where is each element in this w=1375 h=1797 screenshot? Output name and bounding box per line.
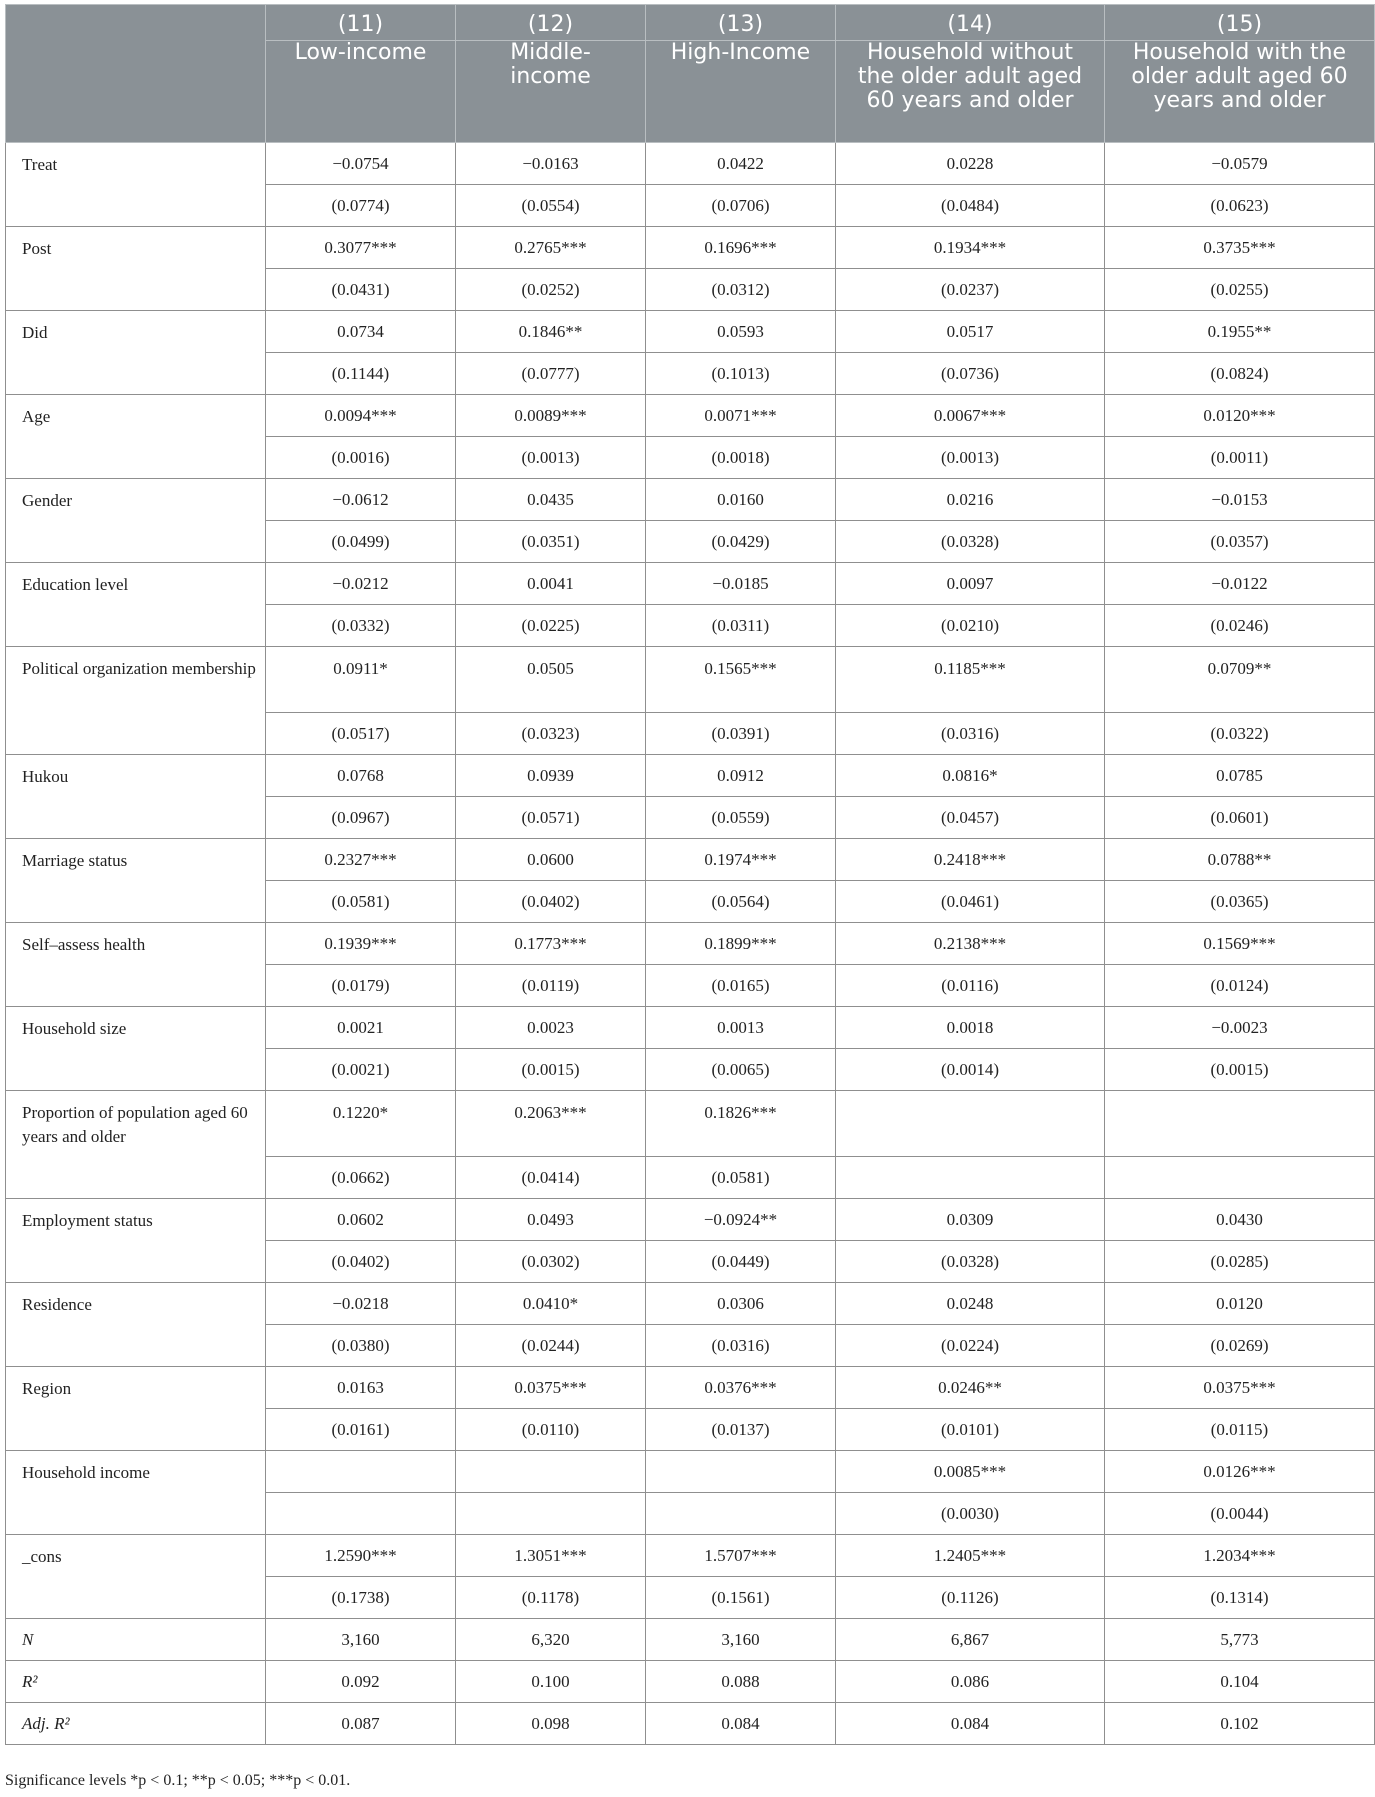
standard-error-cell: (0.0110)	[456, 1409, 646, 1451]
coefficient-cell: 0.0430	[1105, 1199, 1375, 1241]
table-row	[6, 1199, 1375, 1241]
coefficient-cell: 0.2063***	[456, 1091, 646, 1157]
standard-error-cell: (0.1314)	[1105, 1577, 1375, 1619]
variable-name: Gender	[6, 479, 266, 563]
standard-error-cell: (0.0210)	[836, 605, 1105, 647]
coefficient-cell: 0.0912	[646, 755, 836, 797]
standard-error-cell: (0.0332)	[266, 605, 456, 647]
coefficient-cell: 0.1826***	[646, 1091, 836, 1157]
column-number: (13)	[646, 5, 836, 41]
column-number: (15)	[1105, 5, 1375, 41]
coefficient-cell: 0.0041	[456, 563, 646, 605]
standard-error-cell: (0.0736)	[836, 353, 1105, 395]
coefficient-cell: 0.1773***	[456, 923, 646, 965]
coefficient-cell: 0.0097	[836, 563, 1105, 605]
column-label: High-Income	[646, 41, 836, 143]
standard-error-cell: (0.0252)	[456, 269, 646, 311]
standard-error-cell: (0.0224)	[836, 1325, 1105, 1367]
coefficient-cell: 0.0089***	[456, 395, 646, 437]
table-body	[6, 143, 1375, 1745]
coefficient-cell: 0.0094***	[266, 395, 456, 437]
standard-error-cell: (0.0564)	[646, 881, 836, 923]
coefficient-cell: −0.0122	[1105, 563, 1375, 605]
standard-error-cell: (0.0391)	[646, 713, 836, 755]
standard-error-cell: (0.0119)	[456, 965, 646, 1007]
standard-error-cell: (0.1144)	[266, 353, 456, 395]
table-row	[6, 479, 1375, 521]
table-row	[6, 1091, 1375, 1157]
standard-error-cell: (0.0013)	[456, 437, 646, 479]
coefficient-cell: 0.0422	[646, 143, 836, 185]
coefficient-cell: 0.0602	[266, 1199, 456, 1241]
coefficient-cell: −0.0153	[1105, 479, 1375, 521]
standard-error-cell: (0.0011)	[1105, 437, 1375, 479]
coefficient-cell: 0.1565***	[646, 647, 836, 713]
coefficient-cell: −0.0579	[1105, 143, 1375, 185]
standard-error-cell: (0.0285)	[1105, 1241, 1375, 1283]
standard-error-cell: (0.0237)	[836, 269, 1105, 311]
stat-value: 0.088	[646, 1661, 836, 1703]
stat-value: 5,773	[1105, 1619, 1375, 1661]
standard-error-cell: (0.0179)	[266, 965, 456, 1007]
coefficient-cell: 0.0163	[266, 1367, 456, 1409]
standard-error-cell: (0.1561)	[646, 1577, 836, 1619]
standard-error-cell: (0.0601)	[1105, 797, 1375, 839]
coefficient-cell: 0.0126***	[1105, 1451, 1375, 1493]
standard-error-cell	[266, 1493, 456, 1535]
standard-error-cell: (0.0115)	[1105, 1409, 1375, 1451]
standard-error-cell	[646, 1493, 836, 1535]
standard-error-cell: (0.0014)	[836, 1049, 1105, 1091]
coefficient-cell: 0.1934***	[836, 227, 1105, 269]
standard-error-cell: (0.0380)	[266, 1325, 456, 1367]
coefficient-cell: 0.1696***	[646, 227, 836, 269]
standard-error-cell: (0.0323)	[456, 713, 646, 755]
coefficient-cell: 0.2327***	[266, 839, 456, 881]
coefficient-cell: 0.0018	[836, 1007, 1105, 1049]
table-row	[6, 563, 1375, 605]
coefficient-cell: 0.0593	[646, 311, 836, 353]
coefficient-cell: 0.0785	[1105, 755, 1375, 797]
variable-name: Marriage status	[6, 839, 266, 923]
coefficient-cell: 0.0120***	[1105, 395, 1375, 437]
standard-error-cell: (0.0457)	[836, 797, 1105, 839]
table-row	[6, 647, 1375, 713]
coefficient-cell: 0.2138***	[836, 923, 1105, 965]
standard-error-cell	[836, 1157, 1105, 1199]
variable-name: Region	[6, 1367, 266, 1451]
standard-error-cell: (0.0499)	[266, 521, 456, 563]
coefficient-cell: 0.0248	[836, 1283, 1105, 1325]
standard-error-cell	[456, 1493, 646, 1535]
coefficient-cell: 0.0071***	[646, 395, 836, 437]
standard-error-cell: (0.0414)	[456, 1157, 646, 1199]
variable-name: Did	[6, 311, 266, 395]
coefficient-cell: 1.2034***	[1105, 1535, 1375, 1577]
coefficient-cell: 0.0067***	[836, 395, 1105, 437]
coefficient-cell: 0.0375***	[1105, 1367, 1375, 1409]
standard-error-cell: (0.1013)	[646, 353, 836, 395]
coefficient-cell: −0.0218	[266, 1283, 456, 1325]
standard-error-cell: (0.0030)	[836, 1493, 1105, 1535]
standard-error-cell: (0.0461)	[836, 881, 1105, 923]
stat-value: 0.098	[456, 1703, 646, 1745]
significance-note: Significance levels *p < 0.1; **p < 0.05; ***p < 0.01.	[5, 1772, 351, 1789]
stat-value: 3,160	[646, 1619, 836, 1661]
table-row	[6, 1007, 1375, 1049]
coefficient-cell: 0.0816*	[836, 755, 1105, 797]
stat-row	[6, 1619, 1375, 1661]
stat-name: Adj. R²	[6, 1703, 266, 1745]
coefficient-cell: −0.0212	[266, 563, 456, 605]
coefficient-cell: 0.1899***	[646, 923, 836, 965]
variable-name: Age	[6, 395, 266, 479]
coefficient-cell: 0.0376***	[646, 1367, 836, 1409]
column-number: (14)	[836, 5, 1105, 41]
coefficient-cell: −0.0754	[266, 143, 456, 185]
standard-error-cell: (0.0777)	[456, 353, 646, 395]
coefficient-cell: 0.1939***	[266, 923, 456, 965]
stat-value: 3,160	[266, 1619, 456, 1661]
stat-value: 0.087	[266, 1703, 456, 1745]
variable-name: Self–assess health	[6, 923, 266, 1007]
coefficient-cell: 0.0023	[456, 1007, 646, 1049]
coefficient-cell	[456, 1451, 646, 1493]
standard-error-cell: (0.0316)	[646, 1325, 836, 1367]
standard-error-cell: (0.0322)	[1105, 713, 1375, 755]
coefficient-cell: 0.0709**	[1105, 647, 1375, 713]
standard-error-cell: (0.0116)	[836, 965, 1105, 1007]
coefficient-cell: 0.0768	[266, 755, 456, 797]
coefficient-cell: 0.1569***	[1105, 923, 1375, 965]
stat-value: 6,867	[836, 1619, 1105, 1661]
variable-name: Household income	[6, 1451, 266, 1535]
standard-error-cell: (0.0449)	[646, 1241, 836, 1283]
coefficient-cell: 0.0939	[456, 755, 646, 797]
table-row	[6, 1535, 1375, 1577]
standard-error-cell: (0.0124)	[1105, 965, 1375, 1007]
standard-error-cell: (0.0015)	[456, 1049, 646, 1091]
header-corner	[6, 5, 266, 143]
coefficient-cell: 0.0013	[646, 1007, 836, 1049]
stat-value: 0.100	[456, 1661, 646, 1703]
table-row	[6, 395, 1375, 437]
standard-error-cell: (0.0967)	[266, 797, 456, 839]
standard-error-cell: (0.0137)	[646, 1409, 836, 1451]
coefficient-cell: 0.0160	[646, 479, 836, 521]
variable-name: Household size	[6, 1007, 266, 1091]
coefficient-cell: −0.0924**	[646, 1199, 836, 1241]
regression-table-container	[5, 4, 1374, 1745]
stat-value: 0.092	[266, 1661, 456, 1703]
coefficient-cell: 0.3735***	[1105, 227, 1375, 269]
standard-error-cell: (0.1738)	[266, 1577, 456, 1619]
column-number: (12)	[456, 5, 646, 41]
coefficient-cell: 0.0911*	[266, 647, 456, 713]
coefficient-cell: 1.3051***	[456, 1535, 646, 1577]
standard-error-cell: (0.0316)	[836, 713, 1105, 755]
coefficient-cell: 0.0120	[1105, 1283, 1375, 1325]
standard-error-cell: (0.0365)	[1105, 881, 1375, 923]
standard-error-cell: (0.0623)	[1105, 185, 1375, 227]
coefficient-cell: 0.1185***	[836, 647, 1105, 713]
coefficient-cell: 0.0734	[266, 311, 456, 353]
variable-name: Political organization membership	[6, 647, 266, 755]
coefficient-cell: 0.0246**	[836, 1367, 1105, 1409]
table-row	[6, 1451, 1375, 1493]
variable-name: _cons	[6, 1535, 266, 1619]
coefficient-cell: −0.0163	[456, 143, 646, 185]
standard-error-cell: (0.0013)	[836, 437, 1105, 479]
standard-error-cell: (0.0021)	[266, 1049, 456, 1091]
standard-error-cell: (0.0065)	[646, 1049, 836, 1091]
standard-error-cell: (0.0269)	[1105, 1325, 1375, 1367]
stat-row	[6, 1703, 1375, 1745]
standard-error-cell: (0.0571)	[456, 797, 646, 839]
standard-error-cell: (0.0328)	[836, 1241, 1105, 1283]
column-label: Household with the older adult aged 60 years and older	[1105, 41, 1375, 143]
table-row	[6, 143, 1375, 185]
standard-error-cell: (0.0312)	[646, 269, 836, 311]
variable-name: Employment status	[6, 1199, 266, 1283]
coefficient-cell: 0.1846**	[456, 311, 646, 353]
standard-error-cell: (0.0517)	[266, 713, 456, 755]
table-row	[6, 227, 1375, 269]
variable-name: Treat	[6, 143, 266, 227]
standard-error-cell: (0.0161)	[266, 1409, 456, 1451]
coefficient-cell: 0.0493	[456, 1199, 646, 1241]
coefficient-cell: 0.0505	[456, 647, 646, 713]
coefficient-cell	[1105, 1091, 1375, 1157]
column-label: Middle-income	[456, 41, 646, 143]
standard-error-cell: (0.0581)	[646, 1157, 836, 1199]
coefficient-cell: −0.0185	[646, 563, 836, 605]
standard-error-cell: (0.0255)	[1105, 269, 1375, 311]
stat-value: 0.102	[1105, 1703, 1375, 1745]
standard-error-cell: (0.0101)	[836, 1409, 1105, 1451]
column-label: Low-income	[266, 41, 456, 143]
standard-error-cell: (0.0484)	[836, 185, 1105, 227]
coefficient-cell	[646, 1451, 836, 1493]
standard-error-cell: (0.0225)	[456, 605, 646, 647]
standard-error-cell: (0.1178)	[456, 1577, 646, 1619]
standard-error-cell: (0.0774)	[266, 185, 456, 227]
coefficient-cell: 0.2765***	[456, 227, 646, 269]
coefficient-cell: 0.0600	[456, 839, 646, 881]
coefficient-cell: 0.0309	[836, 1199, 1105, 1241]
table-row	[6, 1283, 1375, 1325]
coefficient-cell: −0.0612	[266, 479, 456, 521]
standard-error-cell	[1105, 1157, 1375, 1199]
column-label: Household without the older adult aged 60 years and older	[836, 41, 1105, 143]
standard-error-cell: (0.0244)	[456, 1325, 646, 1367]
standard-error-cell: (0.0554)	[456, 185, 646, 227]
table-row	[6, 923, 1375, 965]
coefficient-cell: 1.2590***	[266, 1535, 456, 1577]
standard-error-cell: (0.0706)	[646, 185, 836, 227]
table-row	[6, 311, 1375, 353]
standard-error-cell: (0.0402)	[456, 881, 646, 923]
variable-name: Proportion of population aged 60 years and older	[6, 1091, 266, 1199]
coefficient-cell	[266, 1451, 456, 1493]
coefficient-cell: 0.0085***	[836, 1451, 1105, 1493]
stat-name: N	[6, 1619, 266, 1661]
coefficient-cell: 0.0435	[456, 479, 646, 521]
stat-value: 0.084	[646, 1703, 836, 1745]
stat-value: 6,320	[456, 1619, 646, 1661]
coefficient-cell: 0.3077***	[266, 227, 456, 269]
standard-error-cell: (0.0311)	[646, 605, 836, 647]
coefficient-cell: −0.0023	[1105, 1007, 1375, 1049]
table-header	[6, 5, 1375, 143]
coefficient-cell: 0.0021	[266, 1007, 456, 1049]
coefficient-cell: 0.0228	[836, 143, 1105, 185]
standard-error-cell: (0.0328)	[836, 521, 1105, 563]
regression-table	[5, 4, 1375, 1745]
standard-error-cell: (0.0431)	[266, 269, 456, 311]
variable-name: Residence	[6, 1283, 266, 1367]
table-row	[6, 1367, 1375, 1409]
column-number: (11)	[266, 5, 456, 41]
standard-error-cell: (0.0016)	[266, 437, 456, 479]
coefficient-cell: 0.0306	[646, 1283, 836, 1325]
standard-error-cell: (0.0351)	[456, 521, 646, 563]
standard-error-cell: (0.0429)	[646, 521, 836, 563]
coefficient-cell	[836, 1091, 1105, 1157]
stat-value: 0.104	[1105, 1661, 1375, 1703]
standard-error-cell: (0.0357)	[1105, 521, 1375, 563]
standard-error-cell: (0.0044)	[1105, 1493, 1375, 1535]
stat-row	[6, 1661, 1375, 1703]
coefficient-cell: 0.1220*	[266, 1091, 456, 1157]
coefficient-cell: 0.2418***	[836, 839, 1105, 881]
standard-error-cell: (0.0824)	[1105, 353, 1375, 395]
variable-name: Post	[6, 227, 266, 311]
standard-error-cell: (0.0581)	[266, 881, 456, 923]
stat-value: 0.086	[836, 1661, 1105, 1703]
table-row	[6, 839, 1375, 881]
standard-error-cell: (0.0246)	[1105, 605, 1375, 647]
standard-error-cell: (0.0165)	[646, 965, 836, 1007]
stat-name: R²	[6, 1661, 266, 1703]
coefficient-cell: 0.0375***	[456, 1367, 646, 1409]
standard-error-cell: (0.1126)	[836, 1577, 1105, 1619]
standard-error-cell: (0.0662)	[266, 1157, 456, 1199]
coefficient-cell: 0.0788**	[1105, 839, 1375, 881]
table-row	[6, 755, 1375, 797]
coefficient-cell: 0.1974***	[646, 839, 836, 881]
variable-name: Hukou	[6, 755, 266, 839]
standard-error-cell: (0.0402)	[266, 1241, 456, 1283]
coefficient-cell: 0.0410*	[456, 1283, 646, 1325]
coefficient-cell: 0.1955**	[1105, 311, 1375, 353]
standard-error-cell: (0.0302)	[456, 1241, 646, 1283]
coefficient-cell: 0.0517	[836, 311, 1105, 353]
coefficient-cell: 1.2405***	[836, 1535, 1105, 1577]
coefficient-cell: 1.5707***	[646, 1535, 836, 1577]
coefficient-cell: 0.0216	[836, 479, 1105, 521]
standard-error-cell: (0.0559)	[646, 797, 836, 839]
standard-error-cell: (0.0018)	[646, 437, 836, 479]
stat-value: 0.084	[836, 1703, 1105, 1745]
standard-error-cell: (0.0015)	[1105, 1049, 1375, 1091]
variable-name: Education level	[6, 563, 266, 647]
